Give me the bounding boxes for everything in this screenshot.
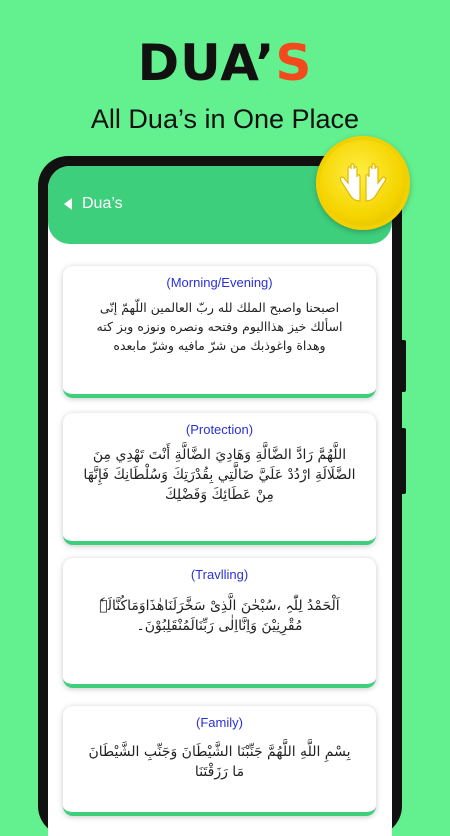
phone-screen — [48, 166, 392, 836]
headline-accent: S — [275, 34, 313, 92]
praying-hands-badge — [316, 136, 410, 230]
dua-card-protection[interactable] — [63, 413, 376, 545]
dua-category: (Travlling) — [190, 567, 249, 582]
phone-frame — [38, 156, 402, 836]
phone-side-button-lower — [400, 428, 406, 494]
dua-category: (Morning/Evening) — [166, 275, 273, 290]
dua-category: (Family) — [196, 715, 243, 730]
back-arrow-icon[interactable] — [64, 198, 72, 210]
dua-card-morning-evening[interactable] — [63, 266, 376, 398]
dua-text: اللَّهُمَّ رَادَّ الضَّالَّةِ وَهَادِيَ الضَّالَّةِ أَنْتَ تَهْدِي مِنَ الضَّلَالَةِ ارْدُدْ عَلَيَّ ضَالَّتِي بِقُدْرَتِكَ وَسُلْطَانِكَ فَإِنَّهَا مِنْ عَطَائِكَ وَفَضْلِكَ — [83, 447, 356, 503]
dua-text: بِسْمِ اللَّهِ اللَّهُمَّ جَنِّبْنَا الشَّيْطَانَ وَجَنِّبِ الشَّيْطَانَ مَا رَزَقْتَنَا — [88, 744, 351, 780]
app-bar-title: Dua’s — [82, 195, 123, 212]
dua-text: اَلْحَمْدُ لِلّٰہِ ،سُبْحٰنَ الَّذِیْ سَخَّرَلَنَاھٰذَاوَمَاکُنَّالَہٗ مُقْرِنِیْنَ وَاِنَّااِلٰی رَبِّنَالَمُنْقَلِبُوْنَ۔ — [99, 598, 340, 634]
dua-card-travelling[interactable] — [63, 558, 376, 688]
praying-hands-icon — [333, 153, 393, 213]
dua-text: اصبحنا واصبح الملك لله ربّ العالمين اللّهمّ إنّى اسألك خيز هذااليوم وفتحه ونصره ونوزه وبز كته وهداة واغوذبك من شرّ مافيه وشرّ مابعده — [96, 300, 343, 353]
headline-main: DUA’ — [137, 34, 276, 92]
phone-side-button-upper — [400, 340, 406, 392]
dua-category: (Protection) — [185, 422, 254, 437]
headline — [0, 34, 450, 92]
subtitle: All Dua’s in One Place — [90, 104, 360, 134]
